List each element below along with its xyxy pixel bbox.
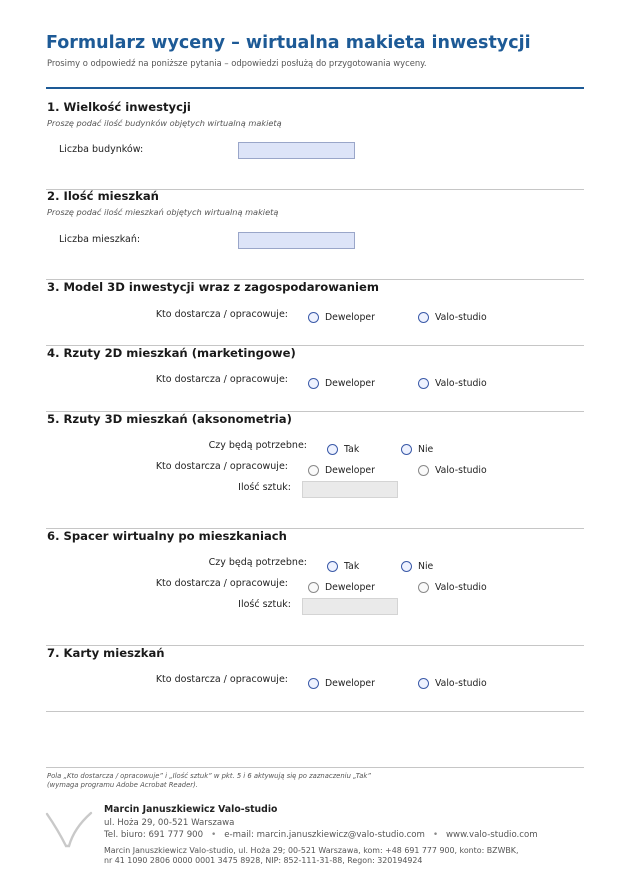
form-subtitle: Prosimy o odpowiedź na poniższe pytania – odpowiedzi posłużą do przygotowania wyceny. (47, 58, 427, 68)
radio-circle-icon (308, 582, 319, 593)
cards-supplier-label: Kto dostarcza / opracowuje: (155, 674, 288, 685)
section-divider (46, 711, 584, 712)
model-3d-radio-valo-studio[interactable]: Valo-studio (418, 312, 487, 323)
plans-3d-radio-yes[interactable]: Tak (327, 444, 359, 455)
section-5-title: 5. Rzuty 3D mieszkań (aksonometria) (47, 412, 292, 426)
section-6-title: 6. Spacer wirtualny po mieszkaniach (47, 529, 287, 543)
section-2-hint: Proszę podać ilość mieszkań objętych wirtualną makietą (47, 207, 279, 217)
section-7-title: 7. Karty mieszkań (47, 646, 165, 660)
plans-3d-qty-label: Ilość sztuk: (238, 482, 291, 493)
company-legal-line-1: Marcin Januszkiewicz Valo-studio, ul. Hoża 29; 00-521 Warszawa, kom: +48 691 777 900, konto: BZWBK, (104, 846, 519, 855)
bullet-separator: • (211, 830, 217, 840)
radio-circle-icon (327, 444, 338, 455)
footer-divider (46, 767, 584, 768)
company-address: ul. Hoża 29, 00-521 Warszawa (104, 818, 235, 828)
plans-3d-qty-input[interactable] (302, 481, 398, 498)
radio-circle-icon (418, 582, 429, 593)
cards-radio-valo-studio[interactable]: Valo-studio (418, 678, 487, 689)
apartments-count-input[interactable] (238, 232, 355, 249)
section-3-title: 3. Model 3D inwestycji wraz z zagospodarowaniem (47, 280, 379, 294)
company-contacts (104, 830, 538, 840)
plans-2d-radio-developer[interactable]: Deweloper (308, 378, 375, 389)
section-1-title: 1. Wielkość inwestycji (47, 100, 191, 114)
buildings-count-label: Liczba budynków: (59, 144, 144, 155)
section-2-title: 2. Ilość mieszkań (47, 189, 159, 203)
header-divider (46, 87, 584, 89)
company-legal-line-2: nr 41 1090 2806 0000 0001 3475 8928, NIP: 852-111-31-88, Regon: 320194924 (104, 856, 423, 865)
tour-radio-valo-studio[interactable]: Valo-studio (418, 582, 487, 593)
model-3d-radio-developer[interactable]: Deweloper (308, 312, 375, 323)
radio-circle-icon (418, 465, 429, 476)
activation-note: Pola „Kto dostarcza / opracowuje” i „Ilość sztuk” w pkt. 5 i 6 aktywują się po zaznaczeniu „Tak” (wymaga programu Adobe Acrobat Reader). (47, 772, 371, 789)
radio-circle-icon (418, 378, 429, 389)
tour-radio-no[interactable]: Nie (401, 561, 433, 572)
radio-circle-icon (308, 378, 319, 389)
plans-3d-radio-no[interactable]: Nie (401, 444, 433, 455)
company-email-link[interactable]: e-mail: marcin.januszkiewicz@valo-studio.com (224, 830, 425, 840)
buildings-count-input[interactable] (238, 142, 355, 159)
radio-circle-icon (308, 465, 319, 476)
plans-3d-supplier-label: Kto dostarcza / opracowuje: (155, 461, 288, 472)
radio-circle-icon (308, 312, 319, 323)
model-3d-supplier-label: Kto dostarcza / opracowuje: (155, 309, 288, 320)
radio-circle-icon (308, 678, 319, 689)
section-4-title: 4. Rzuty 2D mieszkań (marketingowe) (47, 346, 296, 360)
company-website-link[interactable]: www.valo-studio.com (446, 830, 538, 840)
tour-qty-input[interactable] (302, 598, 398, 615)
company-name: Marcin Januszkiewicz Valo-studio (104, 804, 278, 815)
plans-2d-supplier-label: Kto dostarcza / opracowuje: (155, 374, 288, 385)
tour-supplier-label: Kto dostarcza / opracowuje: (155, 578, 288, 589)
tour-radio-yes[interactable]: Tak (327, 561, 359, 572)
company-phone: Tel. biuro: 691 777 900 (104, 830, 204, 840)
plans-3d-radio-developer[interactable]: Deweloper (308, 465, 375, 476)
radio-circle-icon (401, 561, 412, 572)
form-title: Formularz wyceny – wirtualna makieta inwestycji (46, 33, 531, 53)
cards-radio-developer[interactable]: Deweloper (308, 678, 375, 689)
plans-2d-radio-valo-studio[interactable]: Valo-studio (418, 378, 487, 389)
tour-needed-label: Czy będą potrzebne: (208, 557, 307, 568)
plans-3d-radio-valo-studio[interactable]: Valo-studio (418, 465, 487, 476)
plans-3d-needed-label: Czy będą potrzebne: (208, 440, 307, 451)
radio-circle-icon (418, 312, 429, 323)
radio-circle-icon (401, 444, 412, 455)
apartments-count-label: Liczba mieszkań: (59, 234, 141, 245)
tour-radio-developer[interactable]: Deweloper (308, 582, 375, 593)
radio-circle-icon (327, 561, 338, 572)
bullet-separator: • (432, 830, 439, 840)
tour-qty-label: Ilość sztuk: (238, 599, 291, 610)
section-1-hint: Proszę podać ilość budynków objętych wirtualną makietą (47, 118, 282, 128)
radio-circle-icon (418, 678, 429, 689)
valo-studio-logo-icon (44, 810, 94, 850)
